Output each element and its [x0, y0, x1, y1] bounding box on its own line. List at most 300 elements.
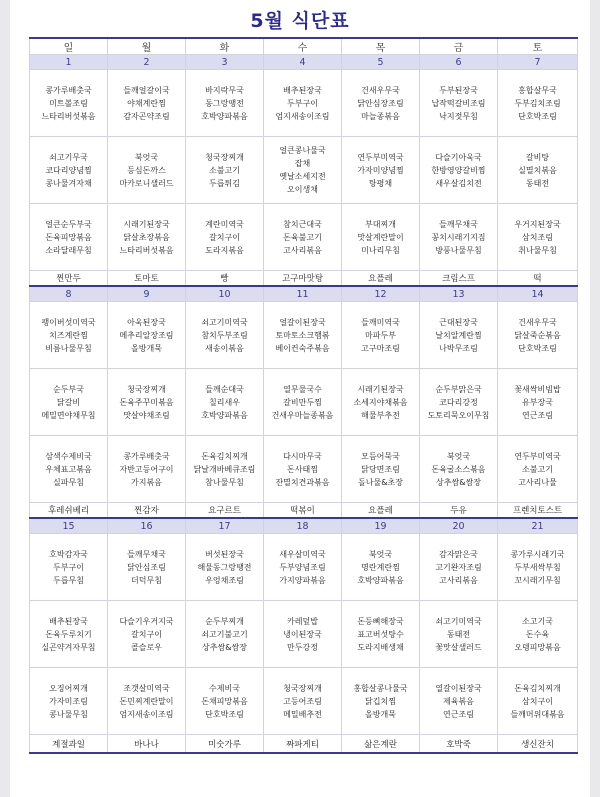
dish-item: 북엇국 — [368, 549, 393, 559]
dish-item: 삼치구이 — [522, 696, 553, 706]
date-cell: 5 — [342, 55, 420, 70]
meal-cell — [342, 668, 420, 735]
dish-item: 들깨무채국 — [127, 549, 166, 559]
meal-cell — [498, 668, 578, 735]
snack-cell: 바나나 — [108, 735, 186, 754]
dish-item: 삼색수제비국 — [45, 451, 92, 461]
snack-row — [30, 271, 578, 287]
meal-cell — [186, 70, 264, 137]
date-row — [30, 286, 578, 302]
date-cell: 14 — [498, 286, 578, 302]
snack-cell: 떡 — [498, 271, 578, 287]
meal-cell — [420, 369, 498, 436]
snack-cell: 짜파게티 — [264, 735, 342, 754]
dish-item: 우거지된장국 — [514, 219, 561, 229]
snack-cell: 요구르트 — [186, 503, 264, 519]
meal-cell — [108, 137, 186, 204]
date-cell: 12 — [342, 286, 420, 302]
weekday-header: 수 — [264, 38, 342, 55]
dish-item: 돈수육 — [525, 629, 550, 639]
meal-row — [30, 137, 578, 204]
meal-cell — [186, 137, 264, 204]
dish-item: 닭살초장볶음 — [123, 232, 170, 242]
date-cell: 6 — [420, 55, 498, 70]
dish-item: 배추된장국 — [49, 616, 88, 626]
dish-item: 마카로니샐러드 — [119, 178, 174, 188]
meal-cell — [342, 534, 420, 601]
weekday-header: 금 — [420, 38, 498, 55]
dish-item: 홍합살콩나물국 — [353, 683, 408, 693]
dish-item: 홍합살무국 — [518, 85, 557, 95]
meal-cell — [264, 668, 342, 735]
dish-item: 고사리볶음 — [283, 245, 322, 255]
meal-cell — [186, 204, 264, 271]
meal-cell — [342, 137, 420, 204]
dish-item: 얼큰순두부국 — [45, 219, 92, 229]
weekday-header: 화 — [186, 38, 264, 55]
dish-item: 건새우마늘종볶음 — [271, 410, 334, 420]
dish-item: 소불고기 — [522, 464, 553, 474]
date-row — [30, 518, 578, 534]
dish-item: 닭안심조림 — [127, 562, 166, 572]
dish-item: 마파두부 — [365, 330, 396, 340]
dish-item: 만두강정 — [287, 642, 318, 652]
dish-item: 납작떡갈비조림 — [431, 98, 486, 108]
meal-cell — [186, 534, 264, 601]
dish-item: 올방개묵 — [131, 343, 162, 353]
dish-item: 유부장국 — [522, 397, 553, 407]
dish-item: 들깨미역국 — [361, 317, 400, 327]
dish-item: 표고버섯탕수 — [357, 629, 404, 639]
dish-item: 근대된장국 — [439, 317, 478, 327]
meal-cell — [420, 601, 498, 668]
dish-item: 콩가루배춧국 — [123, 451, 170, 461]
date-cell: 13 — [420, 286, 498, 302]
dish-item: 실곤약겨자무침 — [41, 642, 96, 652]
dish-item: 단호박조림 — [518, 111, 557, 121]
meal-cell — [108, 204, 186, 271]
date-cell: 19 — [342, 518, 420, 534]
meal-cell — [420, 70, 498, 137]
dish-item: 마늘종볶음 — [361, 111, 400, 121]
dish-item: 건새우무국 — [518, 317, 557, 327]
dish-item: 소세지야채볶음 — [353, 397, 408, 407]
meal-cell — [342, 204, 420, 271]
date-cell: 10 — [186, 286, 264, 302]
meal-cell — [420, 137, 498, 204]
dish-item: 닭안심장조림 — [357, 98, 404, 108]
dish-item: 메밀배추전 — [283, 709, 322, 719]
dish-item: 취나물무침 — [518, 245, 557, 255]
dish-item: 닭살죽순볶음 — [514, 330, 561, 340]
dish-item: 다슬기우거지국 — [119, 616, 174, 626]
dish-item: 상추쌈&쌈장 — [202, 642, 247, 652]
dish-item: 건새우무국 — [361, 85, 400, 95]
dish-item: 두부구이 — [53, 562, 84, 572]
meal-cell — [498, 601, 578, 668]
dish-item: 열갈이된장국 — [435, 683, 482, 693]
dish-item: 느타리버섯볶음 — [41, 111, 96, 121]
meal-cell — [264, 137, 342, 204]
snack-cell: 토마토 — [108, 271, 186, 287]
snack-cell: 찐만두 — [30, 271, 108, 287]
dish-item: 단호박조림 — [205, 709, 244, 719]
meal-cell — [264, 70, 342, 137]
dish-item: 두릅무침 — [53, 575, 84, 585]
meal-row — [30, 70, 578, 137]
meal-cell — [342, 601, 420, 668]
dish-item: 들깨무채국 — [439, 219, 478, 229]
snack-cell: 후레쉬베리 — [30, 503, 108, 519]
snack-cell: 찐감자 — [108, 503, 186, 519]
dish-item: 소고기국 — [522, 616, 553, 626]
dish-item: 토마토소크햄볶 — [275, 330, 330, 340]
snack-cell: 고구마맛탕 — [264, 271, 342, 287]
weekday-header: 월 — [108, 38, 186, 55]
dish-item: 냉이된장국 — [283, 629, 322, 639]
meal-cell — [30, 436, 108, 503]
dish-item: 돈육불고기 — [283, 232, 322, 242]
dish-item: 고구마조림 — [361, 343, 400, 353]
meal-cell — [108, 302, 186, 369]
dish-item: 치즈계란찜 — [49, 330, 88, 340]
dish-item: 호박양파볶음 — [201, 111, 248, 121]
dish-item: 들깨머위대볶음 — [510, 709, 565, 719]
dish-item: 자반고등어구이 — [119, 464, 174, 474]
dish-item: 콩가루시래기국 — [510, 549, 565, 559]
meal-cell — [30, 137, 108, 204]
meal-cell — [498, 369, 578, 436]
meal-cell — [186, 668, 264, 735]
weekday-header: 일 — [30, 38, 108, 55]
meal-cell — [30, 70, 108, 137]
date-cell: 4 — [264, 55, 342, 70]
dish-item: 바지락무국 — [205, 85, 244, 95]
dish-item: 북엇국 — [134, 152, 159, 162]
meal-cell — [30, 668, 108, 735]
dish-item: 코다리양념찜 — [45, 165, 92, 175]
meal-cell — [108, 534, 186, 601]
dish-item: 호박양파볶음 — [201, 410, 248, 420]
meal-row — [30, 436, 578, 503]
menu-page — [10, 0, 590, 797]
dish-item: 팽이버섯미역국 — [41, 317, 96, 327]
dish-item: 참나물무침 — [205, 477, 244, 487]
dish-item: 두부양념조림 — [279, 562, 326, 572]
dish-item: 열무물국수 — [283, 384, 322, 394]
meal-cell — [420, 668, 498, 735]
dish-item: 닭날개바베큐조림 — [193, 464, 256, 474]
dish-item: 돈등뼈해장국 — [357, 616, 404, 626]
snack-cell: 생신잔치 — [498, 735, 578, 754]
dish-item: 돈채피망볶음 — [201, 696, 248, 706]
dish-item: 닭당면조림 — [361, 464, 400, 474]
dish-item: 고등어조림 — [283, 696, 322, 706]
meal-cell — [186, 601, 264, 668]
dish-item: 더덕무침 — [131, 575, 162, 585]
dish-item: 한방영양갈비찜 — [431, 165, 486, 175]
meal-cell — [264, 204, 342, 271]
dish-item: 오이생채 — [287, 185, 318, 194]
meal-cell — [108, 369, 186, 436]
dish-item: 돈육굴소스볶음 — [431, 464, 486, 474]
dish-item: 참치두부조림 — [201, 330, 248, 340]
dish-item: 우엉채조림 — [205, 575, 244, 585]
snack-row — [30, 503, 578, 519]
dish-item: 돈사태찜 — [287, 464, 318, 474]
date-cell: 11 — [264, 286, 342, 302]
dish-item: 돈육주꾸미볶음 — [119, 397, 174, 407]
dish-item: 시래기된장국 — [357, 384, 404, 394]
dish-item: 맛살계란말이 — [357, 232, 404, 242]
dish-item: 연두부미역국 — [514, 451, 561, 461]
dish-item: 야채계란찜 — [127, 98, 166, 108]
date-cell: 21 — [498, 518, 578, 534]
dish-item: 상추쌈&쌈장 — [436, 477, 481, 487]
dish-item: 탕평채 — [368, 178, 393, 188]
dish-item: 날치알계란찜 — [435, 330, 482, 340]
snack-cell: 삶은계란 — [342, 735, 420, 754]
dish-item: 소라달래무침 — [45, 245, 92, 255]
dish-item: 다슬기아욱국 — [435, 152, 482, 162]
dish-item: 동태전 — [446, 629, 471, 639]
dish-item: 실멸치볶음 — [518, 165, 557, 175]
dish-item: 낙지젓무침 — [439, 111, 478, 121]
meal-cell — [30, 601, 108, 668]
dish-item: 꽁치시래기지짐 — [431, 232, 486, 242]
snack-cell: 호박죽 — [420, 735, 498, 754]
dish-item: 닭깁치찜 — [365, 696, 396, 706]
dish-item: 청국장찌개 — [127, 384, 166, 394]
dish-item: 연두부미역국 — [357, 152, 404, 162]
dish-item: 쇠고기미역국 — [201, 317, 248, 327]
meal-cell — [264, 369, 342, 436]
dish-item: 새우살김치전 — [435, 178, 482, 188]
dish-item: 메추리알장조림 — [119, 330, 174, 340]
dish-item: 방풍나물무침 — [435, 245, 482, 255]
dish-item: 들깨순대국 — [205, 384, 244, 394]
meal-cell — [342, 369, 420, 436]
dish-item: 얼갈이된장국 — [279, 317, 326, 327]
date-cell: 16 — [108, 518, 186, 534]
dish-item: 돈육김치찌개 — [514, 683, 561, 693]
dish-item: 모듬어묵국 — [361, 451, 400, 461]
dish-item: 갈비만두찜 — [283, 397, 322, 407]
meal-cell — [498, 137, 578, 204]
dish-item: 미나리무침 — [361, 245, 400, 255]
date-cell: 3 — [186, 55, 264, 70]
dish-item: 비름나물무침 — [45, 343, 92, 353]
meal-cell — [342, 70, 420, 137]
meal-row — [30, 601, 578, 668]
dish-item: 청국장찌개 — [205, 152, 244, 162]
snack-cell: 계절과일 — [30, 735, 108, 754]
weekday-header-row — [30, 38, 578, 55]
dish-item: 가자미양념찜 — [357, 165, 404, 175]
dish-item: 갈치구이 — [209, 232, 240, 242]
meal-cell — [420, 436, 498, 503]
dish-item: 콩나물겨자채 — [45, 178, 92, 188]
meal-cell — [30, 302, 108, 369]
dish-item: 아욱된장국 — [127, 317, 166, 327]
dish-item: 고기완자조림 — [435, 562, 482, 572]
dish-item: 조갯살미역국 — [123, 683, 170, 693]
meal-cell — [420, 534, 498, 601]
dish-item: 순두부찌개 — [205, 616, 244, 626]
meal-cell — [342, 302, 420, 369]
dish-item: 두부새싹부침 — [514, 562, 561, 572]
dish-item: 두릅튀김 — [209, 178, 240, 188]
meal-cell — [342, 436, 420, 503]
dish-item: 순두부맑은국 — [435, 384, 482, 394]
dish-item: 돈육두루치기 — [45, 629, 92, 639]
dish-item: 도토리묵오이무침 — [427, 410, 490, 420]
weekday-header: 목 — [342, 38, 420, 55]
dish-item: 해물동그랑땡전 — [197, 562, 252, 572]
page-title: 5월 식단표 — [250, 10, 350, 32]
dish-item: 고사리나물 — [518, 477, 557, 487]
dish-item: 참치근대국 — [283, 219, 322, 229]
meal-cell — [264, 302, 342, 369]
snack-cell: 떡볶이 — [264, 503, 342, 519]
dish-item: 칠리새우 — [209, 397, 240, 407]
dish-item: 코다리강정 — [439, 397, 478, 407]
dish-item: 잡채 — [294, 159, 311, 168]
meal-cell — [108, 70, 186, 137]
date-cell: 20 — [420, 518, 498, 534]
dish-item: 닭갈비 — [56, 397, 81, 407]
snack-cell: 프렌치토스트 — [498, 503, 578, 519]
dish-item: 오뎅피망볶음 — [514, 642, 561, 652]
dish-item: 갈비탕 — [525, 152, 550, 162]
dish-item: 들깨얼갈이국 — [123, 85, 170, 95]
meal-cell — [264, 436, 342, 503]
dish-item: 순두부국 — [53, 384, 84, 394]
meal-cell — [108, 601, 186, 668]
dish-item: 수제비국 — [209, 683, 240, 693]
dish-item: 새송이볶음 — [205, 343, 244, 353]
dish-item: 나박무조림 — [439, 343, 478, 353]
snack-row — [30, 735, 578, 754]
dish-item: 호박양파볶음 — [357, 575, 404, 585]
dish-item: 가자미조림 — [49, 696, 88, 706]
meal-row — [30, 204, 578, 271]
date-cell: 8 — [30, 286, 108, 302]
dish-item: 배추된장국 — [283, 85, 322, 95]
snack-cell: 미숫가루 — [186, 735, 264, 754]
dish-item: 쇠고기미역국 — [435, 616, 482, 626]
dish-item: 가지양파볶음 — [279, 575, 326, 585]
dish-item: 콜슬로우 — [131, 642, 162, 652]
date-row — [30, 55, 578, 70]
dish-item: 쇠고기무국 — [49, 152, 88, 162]
dish-item: 메밀면야채무침 — [41, 410, 96, 420]
weekday-header: 토 — [498, 38, 578, 55]
snack-cell: 두유 — [420, 503, 498, 519]
meal-cell — [420, 204, 498, 271]
dish-item: 도라지배생채 — [357, 642, 404, 652]
dish-item: 미트볼조림 — [49, 98, 88, 108]
date-cell: 2 — [108, 55, 186, 70]
dish-item: 가지볶음 — [131, 477, 162, 487]
dish-item: 버섯된장국 — [205, 549, 244, 559]
dish-item: 해물부추전 — [361, 410, 400, 420]
meal-cell — [186, 436, 264, 503]
dish-item: 삼치조림 — [522, 232, 553, 242]
dish-item: 다시마무국 — [283, 451, 322, 461]
dish-item: 동태전 — [525, 178, 550, 188]
dish-item: 쇠고기불고기 — [201, 629, 248, 639]
dish-item: 실파무침 — [53, 477, 84, 487]
dish-item: 콩가루배춧국 — [45, 85, 92, 95]
date-cell: 18 — [264, 518, 342, 534]
snack-cell: 요플레 — [342, 503, 420, 519]
dish-item: 연근조림 — [522, 410, 553, 420]
meal-cell — [498, 70, 578, 137]
meal-cell — [264, 601, 342, 668]
snack-cell: 크림스프 — [420, 271, 498, 287]
dish-item: 등심돈까스 — [127, 165, 166, 175]
dish-item: 꼬시래기무침 — [514, 575, 561, 585]
dish-item: 콩나물무침 — [49, 709, 88, 719]
meal-cell — [30, 534, 108, 601]
dish-item: 계란미역국 — [205, 219, 244, 229]
dish-item: 얼큰콩나물국 — [279, 146, 326, 155]
dish-item: 시래기된장국 — [123, 219, 170, 229]
dish-item: 연근조림 — [443, 709, 474, 719]
dish-item: 두부구이 — [287, 98, 318, 108]
dish-item: 제육볶음 — [443, 696, 474, 706]
dish-item: 소불고기 — [209, 165, 240, 175]
dish-item: 우체표고볶음 — [45, 464, 92, 474]
meal-cell — [30, 204, 108, 271]
dish-item: 감자맑은국 — [439, 549, 478, 559]
dish-item: 올방개묵 — [365, 709, 396, 719]
meal-row — [30, 534, 578, 601]
dish-item: 청국장찌개 — [283, 683, 322, 693]
dish-item: 느타리버섯볶음 — [119, 245, 174, 255]
meal-cell — [498, 204, 578, 271]
dish-item: 베이컨숙주볶음 — [275, 343, 330, 353]
dish-item: 동그랑땡전 — [205, 98, 244, 108]
dish-item: 엄지새송이조림 — [275, 111, 330, 121]
dish-item: 꽃맛살샐러드 — [435, 642, 482, 652]
date-cell: 9 — [108, 286, 186, 302]
meal-cell — [420, 302, 498, 369]
date-cell: 1 — [30, 55, 108, 70]
dish-item: 호박감자국 — [49, 549, 88, 559]
snack-cell: 빵 — [186, 271, 264, 287]
dish-item: 잔멸치견과볶음 — [275, 477, 330, 487]
dish-item: 옛날소세지전 — [279, 172, 326, 181]
dish-item: 돌나물&초장 — [358, 477, 403, 487]
date-cell: 7 — [498, 55, 578, 70]
meal-cell — [186, 369, 264, 436]
meal-cell — [498, 534, 578, 601]
dish-item: 두부김치조림 — [514, 98, 561, 108]
meal-cell — [186, 302, 264, 369]
dish-item: 부대찌개 — [365, 219, 396, 229]
dish-item: 단호박조림 — [518, 343, 557, 353]
dish-item: 명란계란찜 — [361, 562, 400, 572]
dish-item: 오징어찌개 — [49, 683, 88, 693]
date-cell: 15 — [30, 518, 108, 534]
meal-cell — [264, 534, 342, 601]
meal-cell — [108, 436, 186, 503]
meal-calendar-table — [29, 37, 578, 754]
dish-item: 맛살야채조림 — [123, 410, 170, 420]
dish-item: 카레덮밥 — [287, 616, 318, 626]
